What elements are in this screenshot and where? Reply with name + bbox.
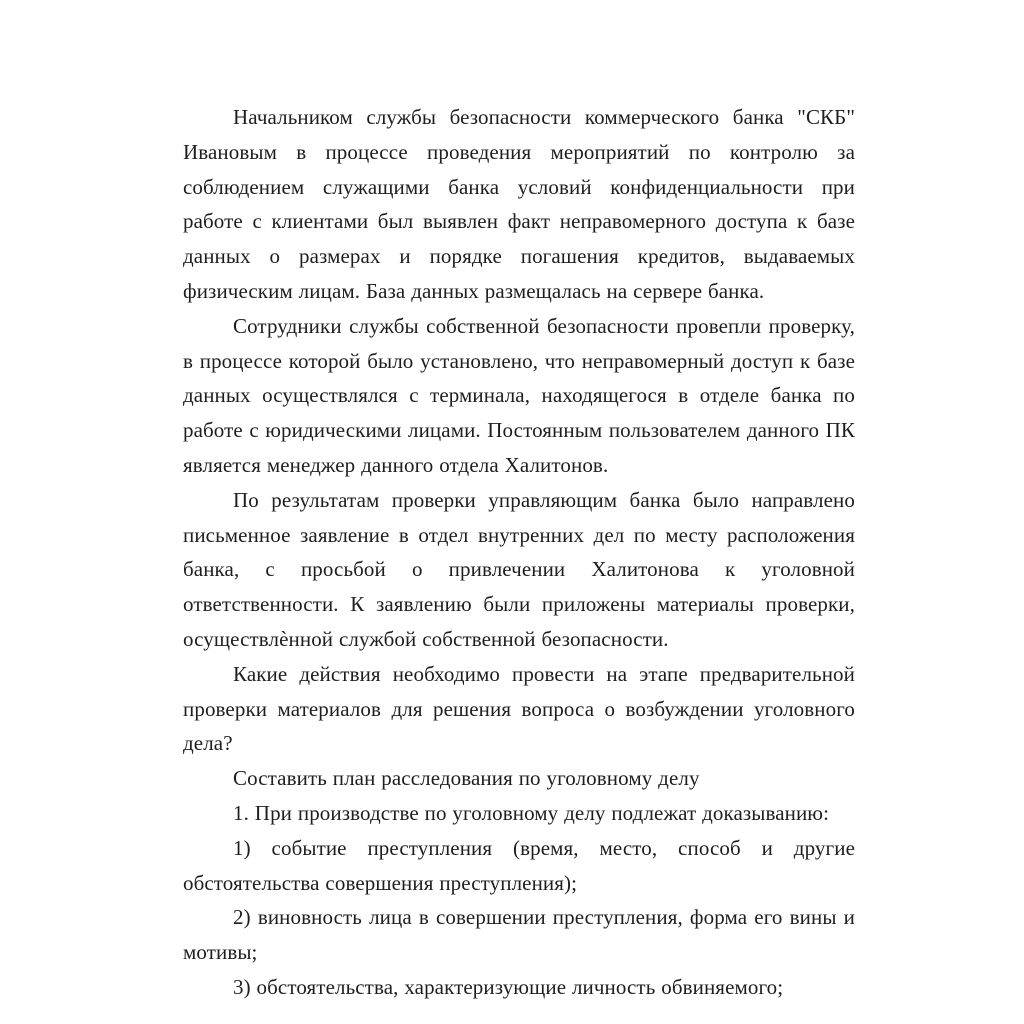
paragraph-security-check: Сотрудники службы собственной безопасности провепли проверку, в процессе которой было установлено, что неправомерный доступ к базе данных осуществлялся с терминала, находящегося в отделе банка по работе с юридическими лицами. Постоянным пользователем данного ПК является менеджер данного отдела Халитонов.: [183, 313, 855, 477]
paragraph-task-plan: Составить план расследования по уголовному делу: [233, 766, 700, 791]
paragraph-proof-item-3: 3) обстоятельства, характеризующие личность обвиняемого;: [233, 974, 784, 999]
paragraph-case-intro: Начальником службы безопасности коммерческого банка "СКБ" Ивановым в процессе проведения мероприятий по контролю за соблюдением служащими банка условий конфиденциальности при работе с клиентами был выявлен факт неправомерного доступа к базе данных о размерах и порядке погашения кредитов, выдаваемых физическим лицам. База данных размещалась на сервере банка.: [183, 105, 855, 303]
paragraph-police-statement: По результатам проверки управляющим банка было направлено письменное заявление в отдел внутренних дел по месту расположения банка, с просьбой о привлечении Халитонова к уголовной ответственности. К заявлению были приложены материалы проверки, осуществлѐнной службой собственной безопасности.: [183, 487, 855, 651]
document-text-block: [183, 100, 855, 1005]
paragraph-proof-item-2: 2) виновность лица в совершении преступления, форма его вины и мотивы;: [183, 905, 855, 965]
paragraph-proof-item-1: 1) событие преступления (время, место, способ и другие обстоятельства совершения преступления);: [183, 835, 855, 895]
paragraph-proof-heading: 1. При производстве по уголовному делу подлежат доказыванию:: [233, 800, 830, 825]
paragraph-task-question: Какие действия необходимо провести на этапе предварительной проверки материалов для решения вопроса о возбуждении уголовного дела?: [183, 661, 855, 756]
